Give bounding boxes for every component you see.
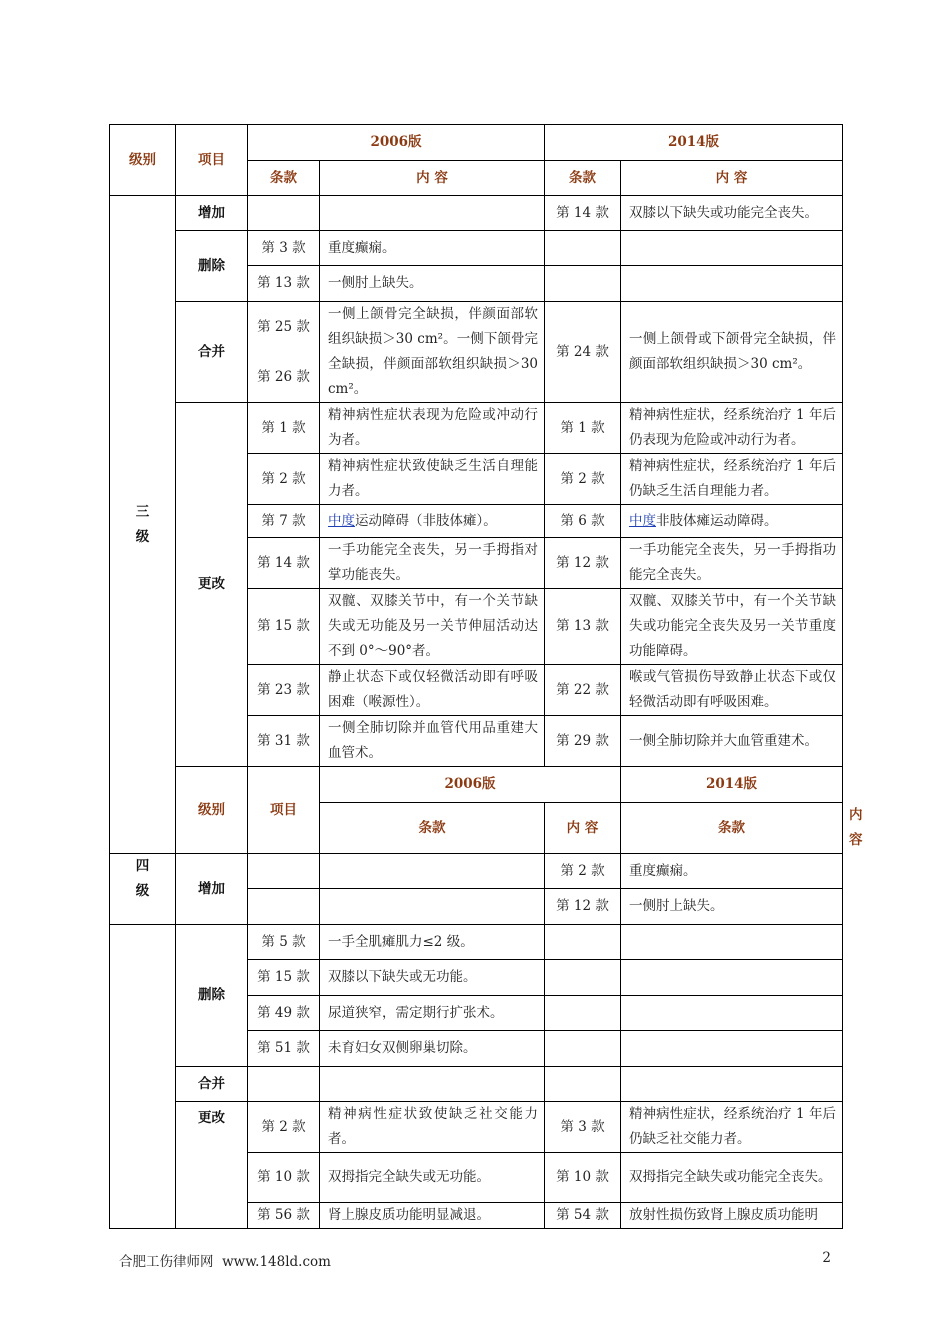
empty-cell <box>545 925 621 960</box>
table-row <box>110 231 843 266</box>
content-cell: 一侧上颌骨或下颌骨完全缺损，伴颜面部软组织缺损＞30 cm²。 <box>621 302 843 403</box>
header-row <box>110 767 843 803</box>
clause-cell: 第 56 款 <box>248 1203 320 1229</box>
g4-add-label: 增加 <box>176 854 248 925</box>
content-cell: 一侧全肺切除并血管代用品重建大血管术。 <box>320 716 545 767</box>
clause-cell: 第 2 款 <box>248 1102 320 1153</box>
grade3-level <box>110 196 176 854</box>
header-item: 项目 <box>176 125 248 196</box>
content-cell: 一手功能完全丧失，另一手拇指对掌功能丧失。 <box>320 538 545 589</box>
content-cell: 一侧上颌骨完全缺损，伴颜面部软组织缺损＞30 cm²。一侧下颌骨完全缺损，伴颜面部软组织缺损＞30 cm²。 <box>320 302 545 403</box>
clause-cell: 第 13 款 <box>545 589 621 665</box>
empty-cell <box>545 1067 621 1102</box>
header-content-2006: 内 容 <box>545 803 621 854</box>
empty-cell <box>621 266 843 302</box>
content-cell: 未育妇女双侧卵巢切除。 <box>320 1031 545 1067</box>
empty-cell <box>621 231 843 266</box>
header-content-2006: 内 容 <box>320 161 545 196</box>
table-row <box>110 925 843 960</box>
clause-cell: 第 7 款 <box>248 505 320 538</box>
content-cell: 肾上腺皮质功能明显减退。 <box>320 1203 545 1229</box>
content-cell: 一手功能完全丧失，另一手拇指功能完全丧失。 <box>621 538 843 589</box>
grade4-level-char2: 级 <box>135 883 150 899</box>
empty-cell <box>320 889 545 925</box>
clause-cell: 第 2 款 <box>545 854 621 889</box>
clause-cell: 第 6 款 <box>545 505 621 538</box>
content-cell: 双膝以下缺失或无功能。 <box>320 960 545 996</box>
content-cell: 精神病性症状，经系统治疗 1 年后仍缺乏社交能力者。 <box>621 1102 843 1153</box>
clause-b: 第 26 款 <box>257 369 310 385</box>
g3-merge-row <box>110 302 843 403</box>
clause-cell: 第 14 款 <box>248 538 320 589</box>
clause-cell: 第 15 款 <box>248 960 320 996</box>
header-subrow: 条款 内 容 条款 内 容 <box>110 803 843 854</box>
g3-add-new-clause: 第 14 款 <box>545 196 621 231</box>
empty-cell <box>545 231 621 266</box>
link-moderate[interactable]: 中度 <box>328 512 355 529</box>
content-cell: 双髋、双膝关节中，有一个关节缺失或无功能及另一关节伸屈活动达不到 0°～90°者。 <box>320 589 545 665</box>
clause-a: 第 25 款 <box>257 319 310 335</box>
clause-cell: 第 31 款 <box>248 716 320 767</box>
clause-cell: 第 2 款 <box>248 454 320 505</box>
clause-cell: 第 24 款 <box>545 302 621 403</box>
header-2014: 2014版 <box>621 767 843 803</box>
g3-add-old-text <box>320 196 545 231</box>
content-cell: 双髋、双膝关节中，有一个关节缺失或功能完全丧失及另一关节重度功能障碍。 <box>621 589 843 665</box>
content-cell: 喉或气管损伤导致静止状态下或仅轻微活动即有呼吸困难。 <box>621 665 843 716</box>
empty-cell <box>248 1067 320 1102</box>
header-clause-2014: 条款 <box>545 161 621 196</box>
clause-cell: 第 54 款 <box>545 1203 621 1229</box>
page-number: 2 <box>822 1250 831 1266</box>
content-text: 非肢体瘫运动障碍。 <box>656 512 778 529</box>
g4-change-label: 更改 <box>176 1102 248 1229</box>
grade4-level <box>110 854 176 925</box>
grade4-level-char1: 四 <box>135 858 150 874</box>
empty-cell <box>621 996 843 1031</box>
clause-cell <box>248 302 320 403</box>
g4-merge-label: 合并 <box>176 1067 248 1102</box>
content-cell: 一侧肘上缺失。 <box>621 889 843 925</box>
g3-change-label: 更改 <box>176 403 248 767</box>
clause-cell: 第 12 款 <box>545 538 621 589</box>
header-level: 级别 <box>110 125 176 196</box>
content-cell: 精神病性症状致使缺乏生活自理能力者。 <box>320 454 545 505</box>
header-level: 级别 <box>176 767 248 854</box>
clause-cell: 第 5 款 <box>248 925 320 960</box>
clause-cell: 第 51 款 <box>248 1031 320 1067</box>
header-clause-2006: 条款 <box>248 161 320 196</box>
clause-cell: 第 12 款 <box>545 889 621 925</box>
empty-cell <box>621 960 843 996</box>
content-cell: 重度癫痫。 <box>621 854 843 889</box>
empty-cell <box>621 1031 843 1067</box>
content-cell: 精神病性症状致使缺乏社交能力者。 <box>320 1102 545 1153</box>
footer-site[interactable]: 合肥工伤律师网 www.148ld.com <box>119 1254 331 1270</box>
table-row <box>110 854 843 889</box>
comparison-table <box>109 124 863 1229</box>
empty-cell <box>320 854 545 889</box>
g3-add-label: 增加 <box>176 196 248 231</box>
table-row <box>110 403 843 454</box>
clause-cell: 第 29 款 <box>545 716 621 767</box>
content-text: 运动障碍（非肢体瘫）。 <box>355 512 497 529</box>
g3-merge-label: 合并 <box>176 302 248 403</box>
clause-cell: 第 15 款 <box>248 589 320 665</box>
header-clause-2014: 条款 <box>621 803 843 854</box>
clause-cell: 第 3 款 <box>545 1102 621 1153</box>
clause-cell: 第 3 款 <box>248 231 320 266</box>
clause-cell: 第 10 款 <box>545 1153 621 1203</box>
header-item: 项目 <box>248 767 320 854</box>
empty-cell <box>545 960 621 996</box>
table-row <box>110 1102 843 1153</box>
header-content-2014: 内 容 <box>621 161 843 196</box>
header-2006: 2006版 <box>320 767 621 803</box>
content-cell <box>621 505 843 538</box>
content-cell: 精神病性症状表现为危险或冲动行为者。 <box>320 403 545 454</box>
header-2014: 2014版 <box>545 125 843 161</box>
content-cell: 一侧全肺切除并大血管重建术。 <box>621 716 843 767</box>
clause-cell: 第 23 款 <box>248 665 320 716</box>
empty-cell <box>248 889 320 925</box>
clause-cell: 第 1 款 <box>248 403 320 454</box>
content-cell: 双拇指完全缺失或功能完全丧失。 <box>621 1153 843 1203</box>
header-clause-2006: 条款 <box>320 803 545 854</box>
content-cell: 重度癫痫。 <box>320 231 545 266</box>
empty-cell <box>320 1067 545 1102</box>
grade3-level-char2: 级 <box>135 528 150 545</box>
page-footer <box>119 1250 831 1270</box>
clause-cell: 第 13 款 <box>248 266 320 302</box>
grade4-level-continued <box>110 925 176 1229</box>
clause-cell: 第 10 款 <box>248 1153 320 1203</box>
g4-del-label: 删除 <box>176 925 248 1067</box>
content-cell: 放射性损伤致肾上腺皮质功能明 <box>621 1203 843 1229</box>
g3-add-row <box>110 196 843 231</box>
content-cell: 一侧肘上缺失。 <box>320 266 545 302</box>
clause-cell: 第 2 款 <box>545 454 621 505</box>
content-cell: 精神病性症状，经系统治疗 1 年后仍表现为危险或冲动行为者。 <box>621 403 843 454</box>
empty-cell <box>248 854 320 889</box>
content-cell: 双拇指完全缺失或无功能。 <box>320 1153 545 1203</box>
header-2006: 2006版 <box>248 125 545 161</box>
content-cell: 精神病性症状，经系统治疗 1 年后仍缺乏生活自理能力者。 <box>621 454 843 505</box>
clause-cell: 第 1 款 <box>545 403 621 454</box>
clause-cell: 第 49 款 <box>248 996 320 1031</box>
empty-cell <box>545 1031 621 1067</box>
header-row <box>110 125 843 161</box>
empty-cell <box>545 996 621 1031</box>
empty-cell <box>621 1067 843 1102</box>
g3-add-old-clause <box>248 196 320 231</box>
empty-cell <box>621 925 843 960</box>
content-cell: 一手全肌瘫肌力≤2 级。 <box>320 925 545 960</box>
g4-merge-row <box>110 1067 843 1102</box>
g3-add-new-text: 双膝以下缺失或功能完全丧失。 <box>621 196 843 231</box>
content-cell: 尿道狭窄，需定期行扩张术。 <box>320 996 545 1031</box>
empty-cell <box>545 266 621 302</box>
content-cell: 静止状态下或仅轻微活动即有呼吸困难（喉源性）。 <box>320 665 545 716</box>
link-moderate[interactable]: 中度 <box>629 512 657 529</box>
content-cell <box>320 505 545 538</box>
clause-cell: 第 22 款 <box>545 665 621 716</box>
grade3-level-char1: 三 <box>135 503 150 520</box>
g3-del-label: 删除 <box>176 231 248 302</box>
